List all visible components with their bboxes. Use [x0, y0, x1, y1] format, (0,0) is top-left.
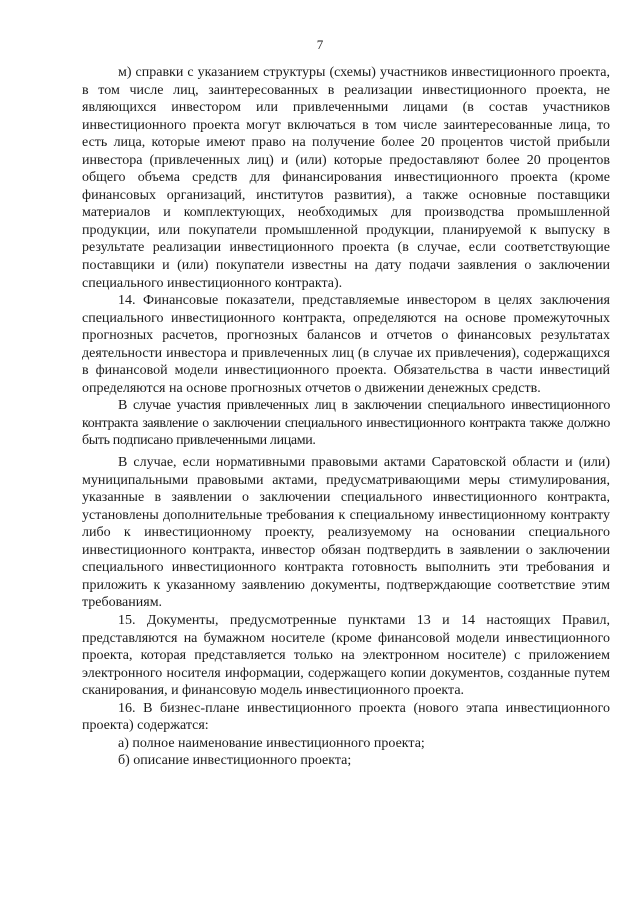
page-number: 7	[316, 37, 324, 52]
paragraph-15-documents-media: 15. Документы, предусмотренные пунктами 13 и 14 настоящих Правил, представляются на бумажном носителе (кроме финансовой модели инвестиционного проекта, которая представляется только на электронном носителе) с приложением электронного носителя информации, содержащего копии документов, созданные путем сканирования, и финансовую модель инвестиционного проекта.	[82, 612, 610, 699]
list-item-b-project-description: б) описание инвестиционного проекта;	[118, 753, 352, 769]
document-body	[82, 64, 610, 770]
paragraph-16-business-plan: 16. В бизнес-плане инвестиционного проекта (нового этапа инвестиционного проекта) содержатся:	[82, 700, 610, 734]
paragraph-attracted-persons: В случае участия привлеченных лиц в заключении специального инвестиционного контракта заявление о заключении специального инвестиционного контракта также должно быть подписано привлеченными лицами.	[82, 398, 610, 449]
list-item-a-project-name: а) полное наименование инвестиционного проекта;	[118, 735, 425, 751]
paragraph-m-project-participants: м) справки с указанием структуры (схемы) участников инвестиционного проекта, в том числе лиц, заинтересованных в реализации инвестиционного проекта, не являющихся инвестором или привлеченными лицами (в состав участников инвестиционного проекта могут включаться в том числе заинтересованные лица, то есть лица, которые имеют право на получение более 20 процентов чистой прибыли инвестора (привлеченных лиц) и (или) которые предоставляют более 20 процентов общего объема средств для финансирования инвестиционного проекта (кроме финансовых организаций, институтов развития), а также основные поставщики материалов и комплектующих, необходимых для производства промышленной продукции, или покупатели промышленной продукции, планируемой к выпуску в результате реализации инвестиционного проекта (в случае, если соответствующие поставщики и (или) покупатели известны на дату подачи заявления о заключении специального инвестиционного контракта).	[82, 65, 610, 291]
paragraph-regional-requirements: В случае, если нормативными правовыми актами Саратовской области и (или) муниципальными правовыми актами, предусматривающими меры стимулирования, указанные в заявлении о заключении специального инвестиционного контракта, установлены дополнительные требования к специальному инвестиционному контракту либо к инвестиционному проекту, реализуемому на основании специального инвестиционного контракта, инвестор обязан подтвердить в заявлении о заключении специального инвестиционного контракта готовность выполнить эти требования и приложить к указанному заявлению документы, подтверждающие соответствие этим требованиям.	[82, 455, 610, 611]
paragraph-14-financial-indicators: 14. Финансовые показатели, представляемые инвестором в целях заключения специального инвестиционного контракта, определяются на основе промежуточных прогнозных расчетов, прогнозных балансов и отчетов о финансовых результатах деятельности инвестора и привлеченных лиц (в случае их привлечения), содержащихся в финансовой модели инвестиционного проекта. Обязательства в части инвестиций определяются на основе прогнозных отчетов о движении денежных средств.	[82, 293, 610, 396]
